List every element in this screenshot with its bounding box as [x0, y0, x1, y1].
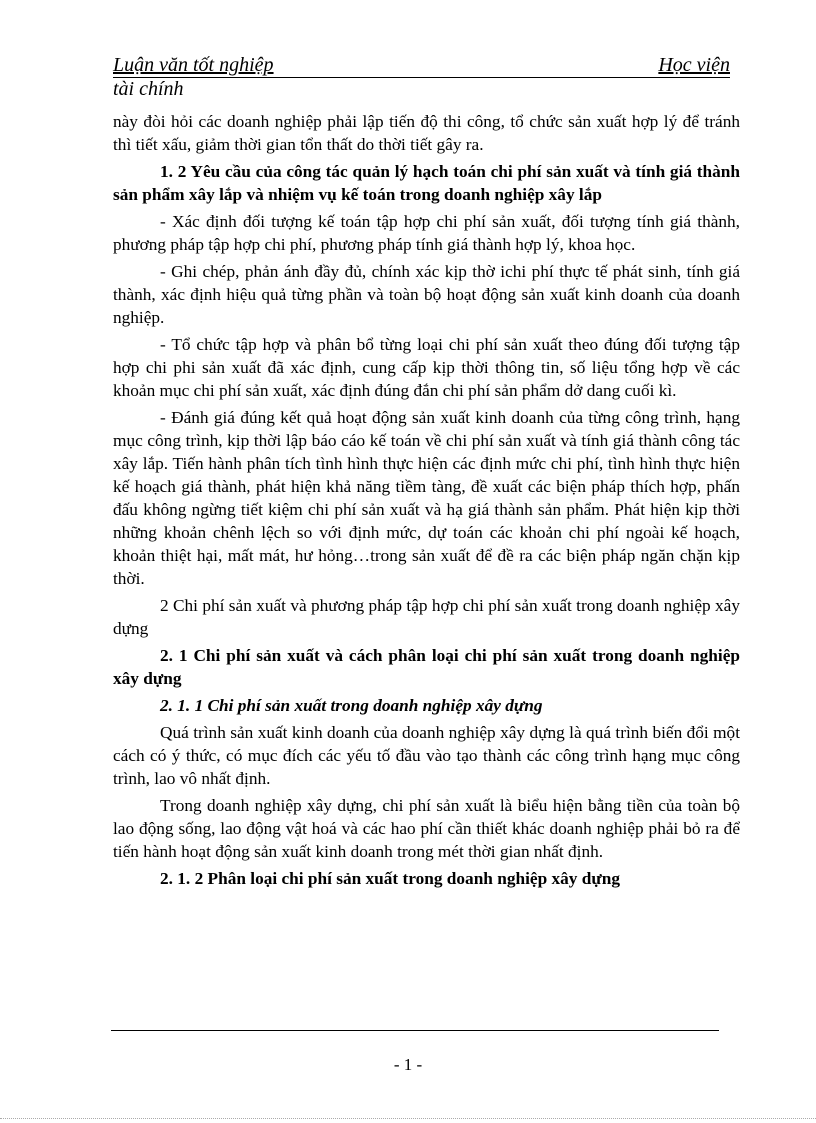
document-body — [113, 110, 740, 894]
paragraph: Trong doanh nghiệp xây dựng, chi phí sản xuất là biểu hiện bằng tiền của toàn bộ lao động sống, lao động vật hoá và các hao phí cần thiết khác doanh nghiệp phải bỏ ra để tiến hành hoạt động sản xuất kinh doanh trong mét thời gian nhất định. — [113, 796, 740, 861]
section-heading: 2. 1 Chi phí sản xuất và cách phân loại chi phí sản xuất trong doanh nghiệp xây dựng — [113, 646, 740, 688]
subsection-heading: 2. 1. 2 Phân loại chi phí sản xuất trong doanh nghiệp xây dựng — [160, 869, 620, 888]
header-left: Luận văn tốt nghiệp — [113, 54, 274, 76]
header-left-continued: tài chính — [113, 78, 184, 100]
paragraph: - Xác định đối tượng kế toán tập hợp chi phí sản xuất, đối tượng tính giá thành, phương pháp tập hợp chi phí, phương pháp tính giá thành hợp lý, khoa học. — [113, 212, 740, 254]
page-bottom-border — [0, 1118, 816, 1119]
header-right: Học viện — [658, 54, 730, 76]
paragraph: Quá trình sản xuất kinh doanh của doanh nghiệp xây dựng là quá trình biến đổi một cách có ý thức, có mục đích các yếu tố đầu vào tạo thành các công trình hạng mục công trình, lao vô nhất định. — [113, 723, 740, 788]
page-header — [113, 54, 730, 101]
paragraph: 2 Chi phí sản xuất và phương pháp tập hợp chi phí sản xuất trong doanh nghiệp xây dựng — [113, 596, 740, 638]
footer-divider — [111, 1030, 719, 1031]
paragraph: - Đánh giá đúng kết quả hoạt động sản xuất kinh doanh của từng công trình, hạng mục công trình, kịp thời lập báo cáo kế toán về chi phí sản xuất và tính giá thành công tác xây lắp. Tiến hành phân tích tình hình thực hiện các định mức chi phí, tình hình thực hiện kế hoạch giá thành, phát hiện khả năng tiềm tàng, đề xuất các biện pháp thích hợp, phấn đấu không ngừng tiết kiệm chi phí sản xuất và hạ giá thành sản phẩm. Phát hiện kịp thời những khoản chênh lệch so với định mức, dự toán các khoản chi phí ngoài kế hoạch, khoản thiệt hại, mất mát, hư hỏng…trong sản xuất để đề ra các biện pháp ngăn chặn kịp thời. — [113, 408, 740, 588]
paragraph: này đòi hỏi các doanh nghiệp phải lập tiến độ thi công, tổ chức sản xuất hợp lý để tránh thì tiết xấu, giảm thời gian tổn thất do thời tiết gây ra. — [113, 112, 740, 154]
paragraph: - Tổ chức tập hợp và phân bổ từng loại chi phí sản xuất theo đúng đối tượng tập hợp chi phi sản xuất đã xác định, cung cấp kịp thời thông tin, số liệu tổng hợp về các khoản mục chi phí sản xuất, xác định đúng đắn chi phí sản phẩm dở dang cuối kì. — [113, 335, 740, 400]
header-row — [113, 54, 730, 78]
section-heading: 1. 2 Yêu cầu của công tác quản lý hạch toán chi phí sản xuất và tính giá thành sản phẩm xây lắp và nhiệm vụ kế toán trong doanh nghiệp xây lắp — [113, 162, 740, 204]
subsection-heading: 2. 1. 1 Chi phí sản xuất trong doanh nghiệp xây dựng — [160, 696, 543, 715]
paragraph: - Ghi chép, phản ánh đầy đủ, chính xác kịp thờ ichi phí thực tế phát sinh, tính giá thành, xác định hiệu quả từng phần và toàn bộ hoạt động sản xuất kinh doanh của doanh nghiệp. — [113, 262, 740, 327]
page-number: - 1 - — [393, 1055, 423, 1074]
